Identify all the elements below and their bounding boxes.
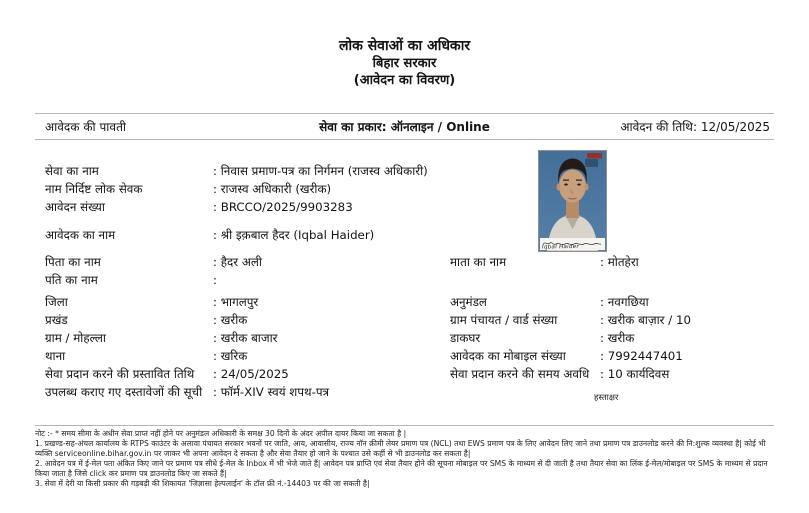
field-label: आवेदक का नाम <box>45 228 116 242</box>
field-label: सेवा प्रदान करने की समय अवधि <box>450 367 590 381</box>
photo-stamp-icon <box>587 153 602 159</box>
note-line: नोट :- * समय सीमा के अधीन सेवा प्राप्त नहीं होने पर अनुमंडल अधिकारी के समक्ष 30 दिनों के अंदर अपील दायर किया जा सकता है | <box>35 429 407 438</box>
field-label: जिला <box>45 295 68 309</box>
footer-notes <box>35 429 781 488</box>
field-value: : खरीक बाजार <box>213 331 278 345</box>
field-row-block-panchayat <box>45 311 775 329</box>
note-line: 1. प्रखण्ड-सह-अंचल कार्यालय के RTPS काउंटर के अलावा पंचायत सरकार भवनों पर जाति, आय, आवासीय, राज्य नॉन क्रीमी लेयर प्रमाण पत्र (NCL) तथा EWS प्रमाण पत्र के लिए आवेदन लिए जाने तथा प्रमाण पत्र डाउनलोड करने की नि:शुल्क व्यवस्था है| कोई भी व्यक्ति serviceonline.bihar.gov.in पर जाकर भी अपना आवेदन दे सकता है और सेवा तैयार हो जाने के पश्चात उसे कहीं से भी डाउनलोड कर सकता है| <box>35 438 766 458</box>
field-row-delivery-date-duration <box>45 365 775 383</box>
field-label: ग्राम / मोहल्ला <box>45 331 106 345</box>
field-row-father-mother <box>45 253 775 271</box>
field-value: : हैदर अली <box>213 255 262 269</box>
applicant-photo-image <box>539 151 606 251</box>
field-value: : 10 कार्यदिवस <box>600 367 670 381</box>
signature-label: हस्ताक्षर <box>594 393 619 403</box>
field-value: : खरिक <box>213 349 248 363</box>
field-value: : खरीक <box>213 313 248 327</box>
photo-eye-right <box>577 184 581 186</box>
field-label: सेवा का नाम <box>45 164 99 178</box>
field-label: पति का नाम <box>45 273 98 287</box>
field-label: सेवा प्रदान करने की प्रस्तावित तिथि <box>45 367 195 381</box>
meta-bar <box>35 113 774 140</box>
field-label: ग्राम पंचायत / वार्ड संख्या <box>450 313 558 327</box>
applicant-receipt-label: आवेदक की पावती <box>45 120 127 134</box>
field-value: : मोतहेरा <box>600 255 639 269</box>
field-row-applicant-name <box>45 226 545 244</box>
field-row-public-servant <box>45 180 545 198</box>
field-row-application-number <box>45 198 545 216</box>
field-label: आवेदक का मोबाइल संख्या <box>450 349 566 363</box>
photo-ear-right <box>585 184 589 191</box>
field-value: : नवगछिया <box>600 295 649 309</box>
application-date-label: आवेदन की तिथि: 12/05/2025 <box>620 120 770 134</box>
field-label: नाम निर्दिष्ट लोक सेवक <box>45 182 143 196</box>
field-label: आवेदन संख्या <box>45 200 105 214</box>
field-label: पिता का नाम <box>45 255 101 269</box>
field-value: : फॉर्म-XIV स्वयं शपथ-पत्र <box>213 385 330 399</box>
applicant-photo <box>538 150 607 252</box>
field-row-documents-list <box>45 383 775 401</box>
field-value: : 24/05/2025 <box>213 367 289 381</box>
field-label: डाकघर <box>450 331 481 345</box>
field-row-service-name <box>45 162 545 180</box>
field-row-police-mobile <box>45 347 775 365</box>
field-row-village-postoffice <box>45 329 775 347</box>
primary-fields <box>45 162 545 244</box>
notes-divider <box>35 425 774 426</box>
photo-signature-text: Iqbal Haider <box>541 243 580 251</box>
note-line: 3. सेवा में देरी या किसी प्रकार की गड़बड़ी की शिकायत 'जिज्ञासा हेल्पलाईन' के टॉल फ्री नं.-14403 पर की जा सकती है| <box>35 478 370 488</box>
photo-ear-left <box>557 184 561 191</box>
page-subtitle-government: बिहार सरकार <box>372 56 437 71</box>
field-value: : श्री इक़बाल हैदर (Iqbal Haider) <box>213 228 375 242</box>
field-row-district-subdivision <box>45 293 775 311</box>
photo-eyebrow-right <box>576 180 582 181</box>
field-value: : 7992447401 <box>600 349 683 363</box>
page-subtitle-application-details: (आवेदन का विवरण) <box>353 73 456 88</box>
field-value: : BRCCO/2025/9903283 <box>213 200 353 214</box>
field-value: : भागलपुर <box>213 295 259 309</box>
detail-fields <box>45 253 775 401</box>
photo-eye-left <box>564 184 568 186</box>
field-row-husband <box>45 271 775 289</box>
service-type-label: सेवा का प्रकार: ऑनलाइन / Online <box>319 120 490 134</box>
page-title: लोक सेवाओं का अधिकार <box>338 38 471 54</box>
field-value: : खरीक बाज़ार / 10 <box>600 313 691 327</box>
field-value: : राजस्व अधिकारी (खरीक) <box>213 182 332 196</box>
photo-neck <box>566 201 579 218</box>
photo-eyebrow-left <box>563 180 569 181</box>
field-label: थाना <box>45 349 66 363</box>
field-label: प्रखंड <box>45 313 68 327</box>
field-label: अनुमंडल <box>450 295 487 309</box>
field-label: माता का नाम <box>450 255 507 269</box>
note-line: 2. आवेदन पत्र में ई-मेल पता अंकित किए जाने पर प्रमाण पत्र सीधे ई-मेल के Inbox में भी भेजे जाते हैं| आवेदन पत्र प्राप्ति एवं सेवा तैयार होने की सूचना मोबाइल पर SMS के माध्यम से दी जाती है तथा तैयार सेवा का लिंक ई-मेल/मोबाइल पर SMS के माध्यम से प्रदान किया जाता है जिसे click कर प्रमाण पत्र डाउनलोड किए जा सकते हैं| <box>35 458 768 478</box>
photo-face <box>559 170 586 203</box>
document-header <box>0 38 809 89</box>
field-label: उपलब्ध कराए गए दस्तावेजों की सूची <box>45 385 203 399</box>
field-value: : <box>213 273 217 287</box>
field-value: : खरीक <box>600 331 635 345</box>
field-value: : निवास प्रमाण-पत्र का निर्गमन (राजस्व अधिकारी) <box>213 164 428 178</box>
photo-dark-patch <box>585 159 598 167</box>
